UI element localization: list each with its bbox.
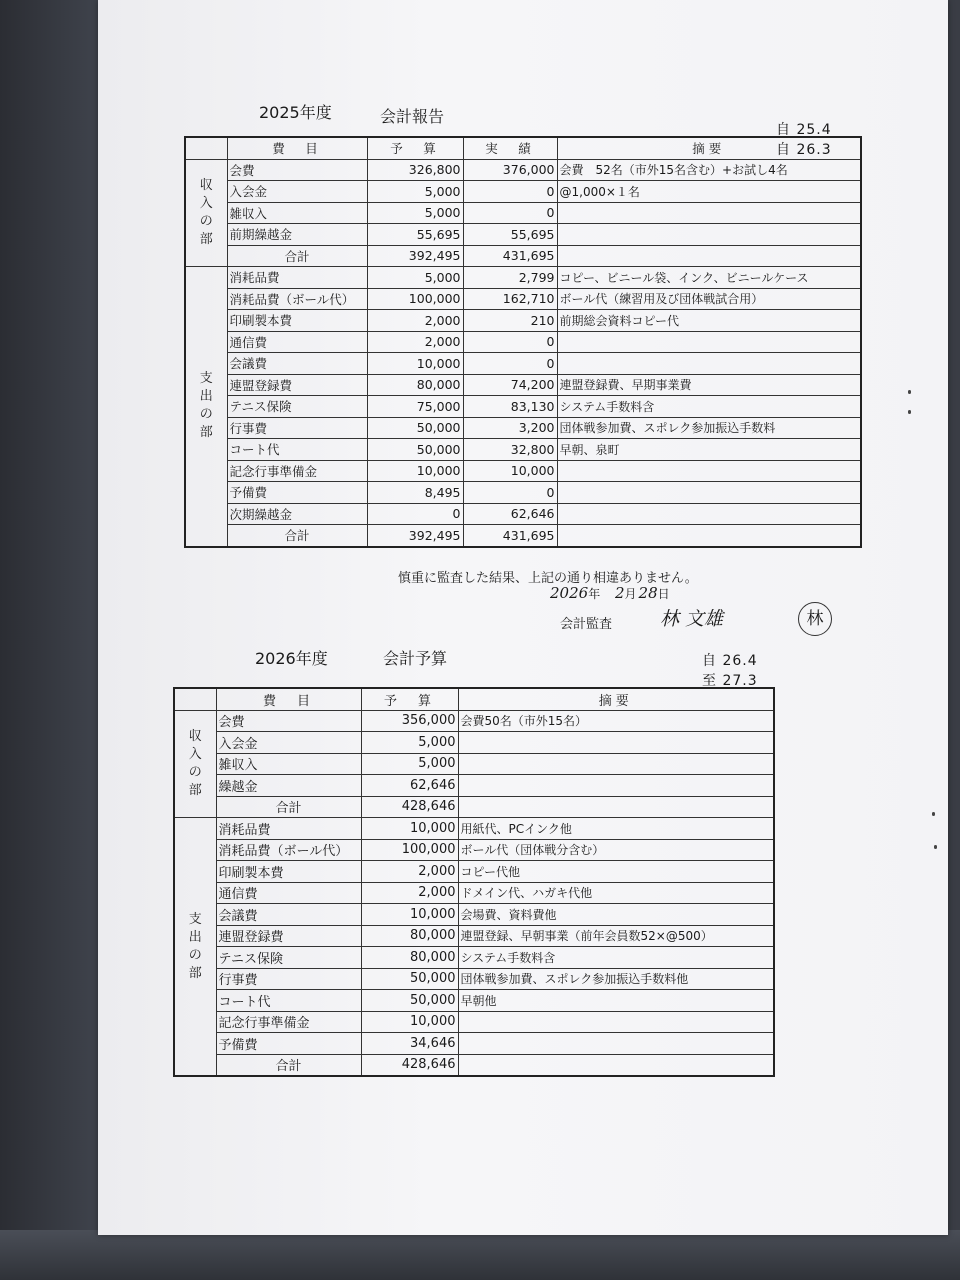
section-label-text: 支出の部 [188, 911, 202, 981]
row-item: 前期繰越金 [227, 224, 367, 246]
row-budget: 5,000 [367, 202, 463, 224]
audit-date [550, 584, 670, 602]
punch-mark [908, 390, 911, 394]
row-memo: コピー代他 [458, 861, 774, 883]
row-memo: ボール代（練習用及び団体戦試合用） [557, 288, 861, 310]
row-item: テニス保険 [227, 396, 367, 418]
row-budget: 5,000 [361, 753, 458, 775]
section-label-text: 支出の部 [199, 371, 213, 441]
row-budget: 5,000 [367, 267, 463, 289]
row-item: 消耗品費（ボール代） [227, 288, 367, 310]
row-memo [458, 1033, 774, 1055]
row-item: 通信費 [227, 331, 367, 353]
audit-statement: 慎重に監査した結果、上記の通り相違ありません。 [398, 571, 698, 586]
total-actual: 431,695 [463, 525, 557, 547]
table-row [174, 904, 774, 926]
section-label [174, 818, 216, 1077]
row-budget: 100,000 [361, 839, 458, 861]
punch-mark [908, 410, 911, 414]
row-memo: コピー、ビニール袋、インク、ビニールケース [557, 267, 861, 289]
row-item: 予備費 [216, 1033, 361, 1055]
report-title-name: 会計報告 [380, 107, 445, 126]
table-row [174, 710, 774, 732]
row-memo: 団体戦参加費、スポレク参加振込手数料 [557, 417, 861, 439]
row-item: 次期繰越金 [227, 503, 367, 525]
row-actual: 2,799 [463, 267, 557, 289]
table-row [185, 439, 861, 461]
row-item: コート代 [227, 439, 367, 461]
row-item: 会費 [227, 159, 367, 181]
row-actual: 0 [463, 202, 557, 224]
row-memo [458, 753, 774, 775]
table-row [174, 861, 774, 883]
row-actual: 83,130 [463, 396, 557, 418]
table-row [185, 310, 861, 332]
row-actual: 3,200 [463, 417, 557, 439]
table-row [174, 775, 774, 797]
row-budget: 50,000 [361, 968, 458, 990]
row-item: 入会金 [227, 181, 367, 203]
row-item: 記念行事準備金 [227, 460, 367, 482]
row-budget: 10,000 [361, 904, 458, 926]
row-actual: 0 [463, 353, 557, 375]
row-memo: システム手数料含 [557, 396, 861, 418]
row-budget: 2,000 [367, 310, 463, 332]
table-row [185, 503, 861, 525]
row-memo: 会費50名（市外15名） [458, 710, 774, 732]
row-item: 消耗品費（ボール代） [216, 839, 361, 861]
row-memo [557, 460, 861, 482]
budget-period-from: 自 26.4 [702, 653, 758, 669]
row-actual: 0 [463, 482, 557, 504]
table-row [174, 732, 774, 754]
total-memo [458, 1054, 774, 1076]
row-memo [557, 202, 861, 224]
total-row [185, 245, 861, 267]
table-row [174, 1033, 774, 1055]
row-budget: 50,000 [367, 417, 463, 439]
row-actual: 32,800 [463, 439, 557, 461]
report-table [184, 136, 862, 548]
row-budget: 10,000 [367, 460, 463, 482]
row-item: テニス保険 [216, 947, 361, 969]
row-budget: 10,000 [361, 818, 458, 840]
row-memo [557, 331, 861, 353]
table-row [185, 288, 861, 310]
row-item: 行事費 [216, 968, 361, 990]
table-row [185, 353, 861, 375]
row-memo [458, 732, 774, 754]
row-actual: 74,200 [463, 374, 557, 396]
header-memo: 摘要 [557, 137, 861, 159]
table-row [174, 968, 774, 990]
header-item: 費 目 [227, 137, 367, 159]
budget-table [173, 687, 775, 1077]
header-blank [174, 688, 216, 710]
table-row [185, 159, 861, 181]
total-row [174, 796, 774, 818]
row-item: 印刷製本費 [227, 310, 367, 332]
row-budget: 10,000 [367, 353, 463, 375]
header-budget: 予 算 [361, 688, 458, 710]
row-budget: 50,000 [361, 990, 458, 1012]
punch-mark [934, 845, 937, 849]
table-row [174, 882, 774, 904]
audit-date-month-suffix: 月 [624, 587, 637, 601]
row-budget: 2,000 [361, 882, 458, 904]
table-row [185, 181, 861, 203]
row-item: 会費 [216, 710, 361, 732]
total-label: 合計 [227, 525, 367, 547]
row-budget: 5,000 [367, 181, 463, 203]
row-memo: 早朝他 [458, 990, 774, 1012]
table-row [174, 1011, 774, 1033]
row-actual: 10,000 [463, 460, 557, 482]
row-actual: 210 [463, 310, 557, 332]
row-memo [458, 1011, 774, 1033]
punch-mark [932, 812, 935, 816]
row-memo [557, 482, 861, 504]
total-label: 合計 [216, 1054, 361, 1076]
row-budget: 10,000 [361, 1011, 458, 1033]
paper-sheet [98, 0, 948, 1235]
table-row [174, 990, 774, 1012]
table-row [185, 460, 861, 482]
table-row [174, 839, 774, 861]
section-label-text: 収入の部 [199, 177, 213, 247]
row-memo: ボール代（団体戦分含む） [458, 839, 774, 861]
row-actual: 62,646 [463, 503, 557, 525]
row-budget: 34,646 [361, 1033, 458, 1055]
row-item: 繰越金 [216, 775, 361, 797]
row-memo: 早朝、泉町 [557, 439, 861, 461]
row-memo: ドメイン代、ハガキ代他 [458, 882, 774, 904]
row-item: 連盟登録費 [216, 925, 361, 947]
row-item: 消耗品費 [227, 267, 367, 289]
total-budget: 392,495 [367, 245, 463, 267]
header-budget: 予 算 [367, 137, 463, 159]
total-budget: 428,646 [361, 1054, 458, 1076]
audit-date-month: 2 [614, 584, 625, 602]
report-header-row [185, 137, 861, 159]
row-item: コート代 [216, 990, 361, 1012]
row-budget: 8,495 [367, 482, 463, 504]
total-label: 合計 [227, 245, 367, 267]
report-period-to: 自 26.3 [776, 142, 832, 158]
row-memo: 会費 52名（市外15名含む）+お試し4名 [557, 159, 861, 181]
row-actual: 376,000 [463, 159, 557, 181]
auditor-label: 会計監査 [560, 617, 613, 632]
table-row [174, 753, 774, 775]
row-memo [557, 224, 861, 246]
section-label-text: 収入の部 [188, 728, 202, 798]
budget-title-year: 2026年度 [255, 649, 328, 668]
total-memo [557, 245, 861, 267]
row-budget: 100,000 [367, 288, 463, 310]
total-actual: 431,695 [463, 245, 557, 267]
header-memo: 摘要 [458, 688, 774, 710]
report-period-from: 自 25.4 [776, 122, 832, 138]
header-actual: 実 績 [463, 137, 557, 159]
report-title-year: 2025年度 [259, 103, 332, 122]
audit-date-day: 28 [638, 584, 658, 602]
row-memo: 会場費、資料費他 [458, 904, 774, 926]
row-memo: @1,000×１名 [557, 181, 861, 203]
total-budget: 428,646 [361, 796, 458, 818]
row-budget: 62,646 [361, 775, 458, 797]
row-budget: 50,000 [367, 439, 463, 461]
table-row [185, 202, 861, 224]
section-label [185, 267, 227, 547]
row-actual: 162,710 [463, 288, 557, 310]
row-actual: 55,695 [463, 224, 557, 246]
row-item: 入会金 [216, 732, 361, 754]
row-item: 記念行事準備金 [216, 1011, 361, 1033]
row-budget: 80,000 [367, 374, 463, 396]
row-budget: 326,800 [367, 159, 463, 181]
budget-header-row [174, 688, 774, 710]
row-item: 会議費 [216, 904, 361, 926]
row-budget: 55,695 [367, 224, 463, 246]
row-item: 予備費 [227, 482, 367, 504]
auditor-seal: 林 [798, 602, 832, 636]
audit-date-year: 2026 [550, 584, 589, 602]
row-budget: 80,000 [361, 947, 458, 969]
total-memo [458, 796, 774, 818]
row-item: 行事費 [227, 417, 367, 439]
total-memo [557, 525, 861, 547]
row-memo: 団体戦参加費、スポレク参加振込手数料他 [458, 968, 774, 990]
table-row [174, 818, 774, 840]
budget-period-to: 至 27.3 [702, 673, 758, 689]
header-blank [185, 137, 227, 159]
row-budget: 2,000 [367, 331, 463, 353]
section-label [185, 159, 227, 267]
row-budget: 356,000 [361, 710, 458, 732]
table-row [185, 396, 861, 418]
row-memo: 用紙代、PCインク他 [458, 818, 774, 840]
row-item: 消耗品費 [216, 818, 361, 840]
table-row [174, 947, 774, 969]
header-item: 費 目 [216, 688, 361, 710]
table-row [174, 925, 774, 947]
total-label: 合計 [216, 796, 361, 818]
total-row [174, 1054, 774, 1076]
row-item: 会議費 [227, 353, 367, 375]
row-budget: 75,000 [367, 396, 463, 418]
row-memo: 前期総会資料コピー代 [557, 310, 861, 332]
table-row [185, 267, 861, 289]
row-item: 印刷製本費 [216, 861, 361, 883]
row-memo: システム手数料含 [458, 947, 774, 969]
row-budget: 80,000 [361, 925, 458, 947]
row-item: 連盟登録費 [227, 374, 367, 396]
audit-date-year-suffix: 年 [588, 587, 601, 601]
total-budget: 392,495 [367, 525, 463, 547]
audit-date-day-suffix: 日 [657, 587, 670, 601]
row-actual: 0 [463, 331, 557, 353]
budget-title-name: 会計予算 [383, 649, 448, 668]
auditor-signature: 林 文雄 [660, 608, 724, 630]
row-memo: 連盟登録、早朝事業（前年会員数52×@500） [458, 925, 774, 947]
row-item: 雑収入 [227, 202, 367, 224]
row-budget: 0 [367, 503, 463, 525]
row-memo: 連盟登録費、早期事業費 [557, 374, 861, 396]
table-row [185, 224, 861, 246]
dark-background-bottom [0, 1230, 960, 1280]
row-actual: 0 [463, 181, 557, 203]
table-row [185, 374, 861, 396]
row-memo [458, 775, 774, 797]
section-label [174, 710, 216, 818]
row-memo [557, 353, 861, 375]
table-row [185, 331, 861, 353]
table-row [185, 482, 861, 504]
row-item: 雑収入 [216, 753, 361, 775]
row-budget: 5,000 [361, 732, 458, 754]
row-budget: 2,000 [361, 861, 458, 883]
row-memo [557, 503, 861, 525]
row-item: 通信費 [216, 882, 361, 904]
table-row [185, 417, 861, 439]
total-row [185, 525, 861, 547]
